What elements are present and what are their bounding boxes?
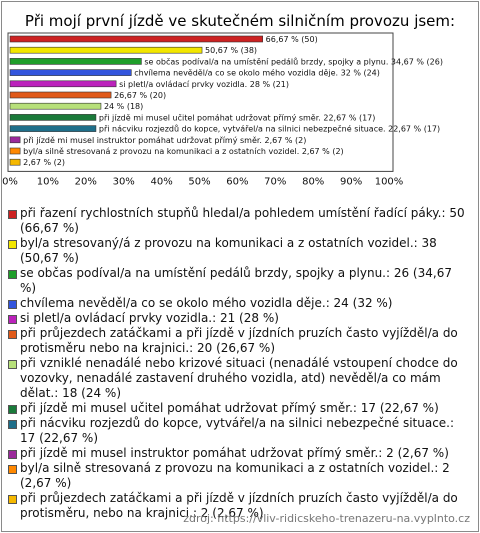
x-tick-label: 0% <box>2 176 18 188</box>
x-tick-label: 90% <box>339 176 363 188</box>
bar <box>10 148 20 154</box>
legend-item <box>6 311 468 326</box>
bar <box>10 159 20 165</box>
bar <box>10 114 96 120</box>
bar-value-label: chvílema nevěděl/a co se okolo mého vozidla děje. 32 % (24) <box>134 68 380 78</box>
legend-swatch <box>8 450 17 459</box>
legend-swatch <box>8 465 17 474</box>
bar <box>10 103 101 109</box>
legend-item <box>6 266 468 296</box>
legend-swatch <box>8 240 17 249</box>
legend-text: při průjezdech zatáčkami a při jízdě v jízdních pruzích často vyjížděl/a do protisměru nebo na krajnici.: 20 (26,67 %) <box>20 326 458 355</box>
bar <box>10 126 96 132</box>
bar <box>10 70 131 76</box>
legend-text: si pletl/a ovládací prvky vozidla.: 21 (28 %) <box>20 311 279 325</box>
bar-value-label: 66,67 % (50) <box>265 35 318 44</box>
legend-text: chvílema nevěděl/a co se okolo mého vozidla děje.: 24 (32 %) <box>20 296 393 310</box>
bar-value-label: při nácviku rozjezdů do kopce, vytvářel/a na silnici nebezpečné situace. 22,67 % (17) <box>98 124 441 134</box>
bar <box>10 81 116 87</box>
legend-swatch <box>8 405 17 414</box>
source-caption: zdroj: https://vliv-ridicskeho-trenazeru-na.vyplnto.cz <box>183 512 470 525</box>
legend-text: při řazení rychlostních stupňů hledal/a pohledem umístění řadící páky.: 50 (66,67 %) <box>20 206 465 235</box>
bar-chart <box>0 0 480 205</box>
legend-text: byl/a stresovaný/á z provozu na komunikaci a z ostatních vozidel.: 38 (50,67 %) <box>20 236 437 265</box>
legend-item <box>6 236 468 266</box>
legend-item <box>6 416 468 446</box>
legend-item <box>6 296 468 311</box>
legend-item <box>6 356 468 401</box>
legend-item <box>6 401 468 416</box>
legend-swatch <box>8 360 17 369</box>
bar <box>10 58 141 64</box>
legend-text: se občas podíval/a na umístění pedálů brzdy, spojky a plynu.: 26 (34,67 %) <box>20 266 452 295</box>
legend-text: při průjezdech zatáčkami a při jízdě v jízdních pruzích často vyjížděl/a do protisměru, nebo na krajnici.: 2 (2,67 %) <box>20 491 458 520</box>
legend-swatch <box>8 420 17 429</box>
legend-swatch <box>8 270 17 279</box>
chart-title: Při mojí první jízdě ve skutečném silničním provozu jsem: <box>24 12 456 30</box>
bar-value-label: 2,67 % (2) <box>23 158 65 168</box>
legend-swatch <box>8 495 17 504</box>
x-tick-label: 40% <box>150 176 173 188</box>
bar <box>10 137 20 143</box>
x-tick-label: 100% <box>374 176 404 188</box>
legend-text: byl/a silně stresovaná z provozu na komunikaci a z ostatních vozidel.: 2 (2,67 %) <box>20 461 450 490</box>
x-tick-label: 60% <box>226 176 249 188</box>
legend-swatch <box>8 300 17 309</box>
legend-swatch <box>8 315 17 324</box>
legend-item <box>6 461 468 491</box>
legend-text: při nácviku rozjezdů do kopce, vytvářel/a na silnici nebezpečné situace.: 17 (22,67 %) <box>20 416 455 445</box>
x-tick-label: 80% <box>302 176 325 188</box>
x-tick-label: 50% <box>188 176 211 188</box>
legend-text: při jízdě mi musel instruktor pomáhat udržovat přímý směr.: 2 (2,67 %) <box>20 446 449 460</box>
bar-value-label: byl/a silně stresovaná z provozu na komunikaci a z ostatních vozidel. 2,67 % (2) <box>23 147 344 156</box>
bar-value-label: se občas podíval/a na umístění pedálů brzdy, spojky a plynu. 34,67 % (26) <box>144 57 443 67</box>
bar <box>10 47 202 53</box>
x-tick-label: 70% <box>264 176 287 188</box>
legend-text: při jízdě mi musel učitel pomáhat udržovat přímý směr.: 17 (22,67 %) <box>20 401 439 415</box>
x-tick-label: 30% <box>112 176 135 188</box>
legend-item <box>6 206 468 236</box>
legend-swatch <box>8 210 17 219</box>
bar <box>10 36 263 42</box>
legend-item <box>6 446 468 461</box>
bar-value-label: si pletl/a ovládací prvky vozidla. 28 % (21) <box>119 79 290 89</box>
bar-value-label: při jízdě mi musel učitel pomáhat udržovat přímý směr. 22,67 % (17) <box>98 113 376 123</box>
chart-legend <box>6 206 468 521</box>
legend-text: při vzniklé nenadálé nebo krizové situaci (nenadálé vstoupení chodce do vozovky, nenadálé zastavení druhého vozidla, atd) nevěděl/a co mám dělat.: 18 (24 %) <box>20 356 458 400</box>
bar-value-label: při jízdě mi musel instruktor pomáhat udržovat přímý směr. 2,67 % (2) <box>23 135 307 145</box>
bar-value-label: 26,67 % (20) <box>114 91 167 100</box>
legend-swatch <box>8 330 17 339</box>
bar <box>10 92 111 98</box>
x-tick-label: 10% <box>36 176 60 188</box>
x-tick-label: 20% <box>74 176 97 188</box>
bar-value-label: 50,67 % (38) <box>205 46 258 56</box>
legend-item <box>6 326 468 356</box>
bar-value-label: 24 % (18) <box>103 102 144 112</box>
